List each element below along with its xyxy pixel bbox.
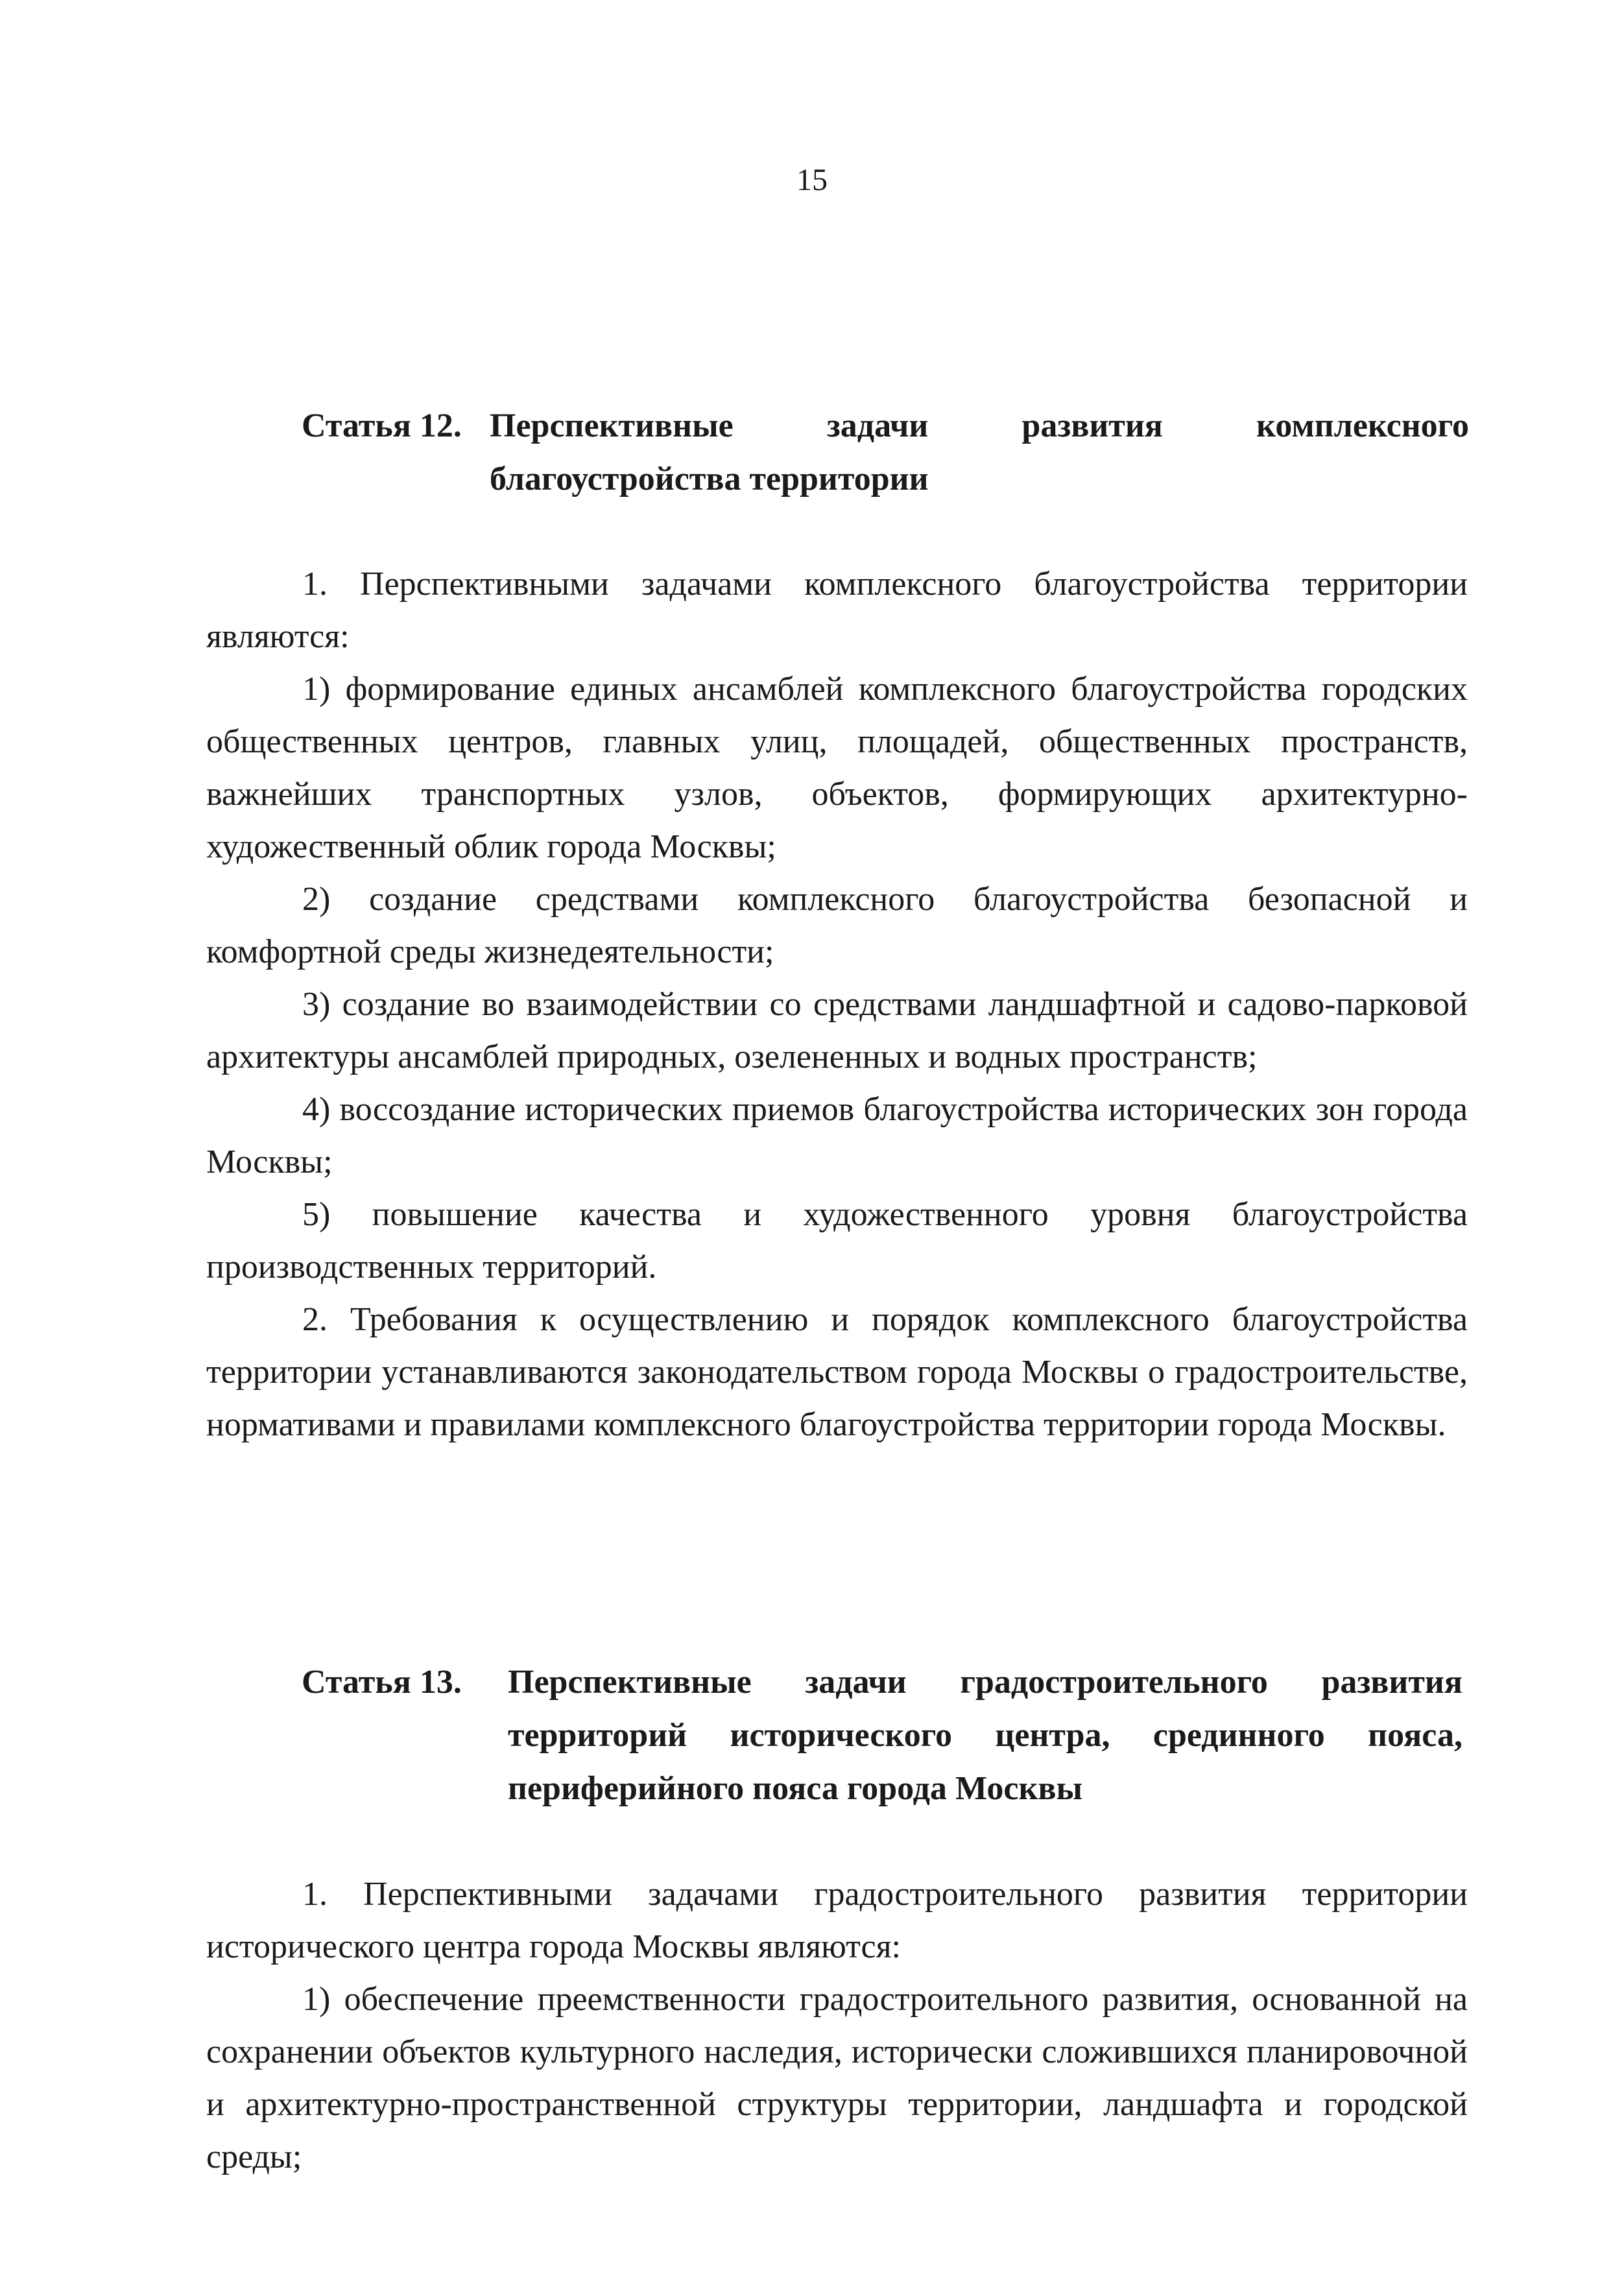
article-title: Перспективные задачи развития комплексного благоустройства территории bbox=[490, 407, 1469, 497]
article-title: Перспективные задачи градостроительного развития территорий исторического центра, срединного пояса, периферийного пояса города Москвы bbox=[508, 1664, 1463, 1807]
article-label: Статья 12. bbox=[302, 407, 462, 444]
paragraph: 1) обеспечение преемственности градостроительного развития, основанной на сохранении объектов культурного наследия, исторически сложившихся планировочной и архитектурно-пространственной структуры территории, ландшафта и городской среды; bbox=[206, 1981, 1468, 2175]
paragraph: 1) формирование единых ансамблей комплексного благоустройства городских общественных центров, главных улиц, площадей, общественных пространств, важнейших транспортных узлов, объектов, формирующих архитектурно-художественный облик города Москвы; bbox=[206, 671, 1468, 865]
paragraph: 3) создание во взаимодействии со средствами ландшафтной и садово-парковой архитектуры ансамблей природных, озелененных и водных пространств; bbox=[206, 986, 1468, 1075]
paragraph: 4) воссоздание исторических приемов благоустройства исторических зон города Москвы; bbox=[206, 1091, 1468, 1180]
article-label: Статья 13. bbox=[302, 1664, 462, 1701]
paragraph: 1. Перспективными задачами градостроительного развития территории исторического центра города Москвы являются: bbox=[206, 1876, 1468, 1965]
article-12-body bbox=[206, 558, 1468, 1451]
page-number: 15 bbox=[796, 163, 828, 197]
paragraph: 2. Требования к осуществлению и порядок комплексного благоустройства территории устанавливаются законодательством города Москвы о градостроительстве, нормативами и правилами комплексного благоустройства территории города Москвы. bbox=[206, 1301, 1468, 1443]
article-12-heading bbox=[302, 400, 1469, 506]
paragraph: 5) повышение качества и художественного уровня благоустройства производственных территорий. bbox=[206, 1196, 1468, 1286]
article-13-heading bbox=[302, 1656, 1463, 1815]
paragraph: 2) создание средствами комплексного благоустройства безопасной и комфортной среды жизнедеятельности; bbox=[206, 881, 1468, 970]
paragraph: 1. Перспективными задачами комплексного благоустройства территории являются: bbox=[206, 566, 1468, 655]
article-13-body bbox=[206, 1868, 1468, 2183]
